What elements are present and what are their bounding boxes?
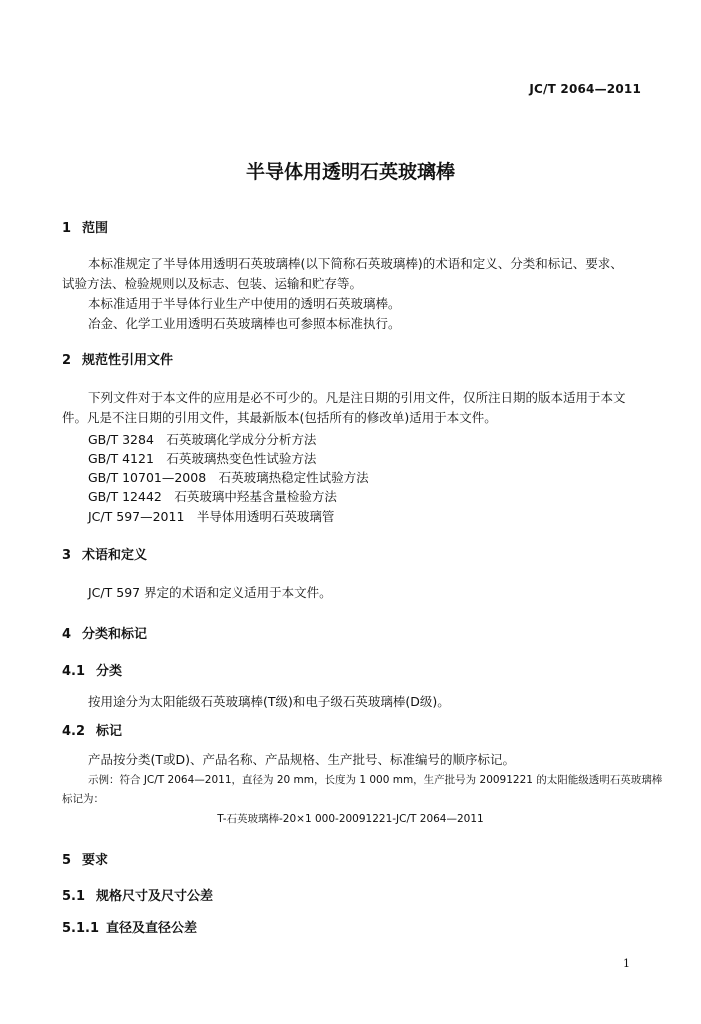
paragraph: 件。凡是不注日期的引用文件，其最新版本(包括所有的修改单)适用于本文件。	[62, 410, 497, 425]
section-title: 直径及直径公差	[106, 921, 198, 936]
example-text: 标记为：	[62, 793, 104, 805]
section-number: 5.1.1	[62, 921, 100, 936]
section-number: 4	[62, 627, 72, 642]
section-number: 1	[62, 221, 72, 236]
section-2-heading	[62, 349, 173, 368]
section-5-1-1-heading	[62, 917, 197, 936]
paragraph: 冶金、化学工业用透明石英玻璃棒也可参照本标准执行。	[88, 316, 401, 331]
section-number: 2	[62, 353, 72, 368]
paragraph: 按用途分为太阳能级石英玻璃棒(T级)和电子级石英玻璃棒(D级)。	[88, 694, 450, 709]
section-4-1-heading	[62, 660, 122, 679]
section-4-2-heading	[62, 720, 122, 739]
reference-item: JC/T 597—2011 半导体用透明石英玻璃管	[88, 509, 335, 524]
section-4-heading	[62, 623, 147, 642]
section-title: 术语和定义	[82, 548, 148, 563]
section-1-heading	[62, 217, 108, 236]
section-number: 4.2	[62, 724, 86, 739]
section-title: 分类和标记	[82, 627, 148, 642]
example-marking: T-石英玻璃棒-20×1 000-20091221-JC/T 2064—2011	[217, 813, 484, 825]
standard-number: JC/T 2064—2011	[529, 82, 641, 96]
reference-item: GB/T 4121 石英玻璃热变色性试验方法	[88, 451, 317, 466]
paragraph: 试验方法、检验规则以及标志、包装、运输和贮存等。	[62, 276, 363, 291]
paragraph: 产品按分类(T或D)、产品名称、产品规格、生产批号、标准编号的顺序标记。	[88, 752, 516, 767]
document-title: 半导体用透明石英玻璃棒	[245, 161, 455, 183]
section-3-heading	[62, 544, 147, 563]
example-text: 示例：符合 JC/T 2064—2011，直径为 20 mm，长度为 1 000 mm，生产批号为 20091221 的太阳能级透明石英玻璃棒	[88, 774, 663, 786]
page-number: 1	[623, 957, 630, 970]
section-title: 范围	[82, 221, 109, 236]
paragraph: 本标准规定了半导体用透明石英玻璃棒(以下简称石英玻璃棒)的术语和定义、分类和标记、要求、	[88, 256, 623, 271]
section-5-1-heading	[62, 885, 213, 904]
reference-item: GB/T 10701—2008 石英玻璃热稳定性试验方法	[88, 470, 369, 485]
reference-item: GB/T 12442 石英玻璃中羟基含量检验方法	[88, 489, 337, 504]
reference-item: GB/T 3284 石英玻璃化学成分分析方法	[88, 432, 317, 447]
paragraph: 下列文件对于本文件的应用是必不可少的。凡是注日期的引用文件，仅所注日期的版本适用于本文	[88, 390, 626, 405]
section-number: 5.1	[62, 889, 86, 904]
section-title: 标记	[96, 724, 123, 739]
section-title: 规格尺寸及尺寸公差	[96, 889, 214, 904]
section-title: 要求	[82, 853, 109, 868]
section-number: 5	[62, 853, 72, 868]
section-number: 4.1	[62, 664, 86, 679]
paragraph: 本标准适用于半导体行业生产中使用的透明石英玻璃棒。	[88, 296, 401, 311]
section-title: 分类	[96, 664, 123, 679]
section-title: 规范性引用文件	[82, 353, 174, 368]
section-number: 3	[62, 548, 72, 563]
paragraph: JC/T 597 界定的术语和定义适用于本文件。	[88, 585, 332, 600]
section-5-heading	[62, 849, 108, 868]
